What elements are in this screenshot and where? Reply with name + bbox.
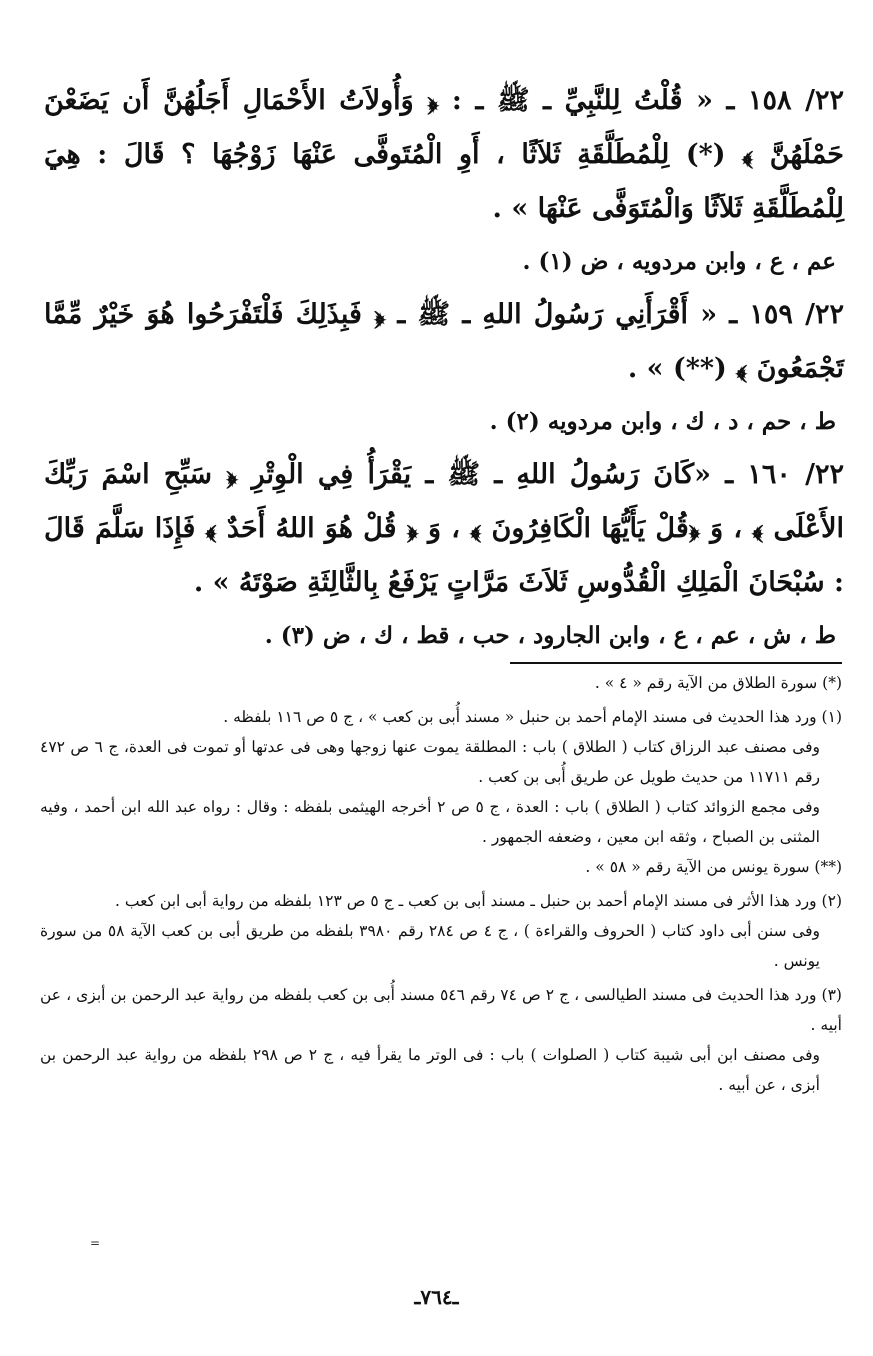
footnote-1-abdulrazzaq: وفى مصنف عبد الرزاق كتاب ( الطلاق ) باب : المطلقة يموت عنها زوجها وهى فى عدتها أو تموت فى العدة، ج ٦ ص ٤٧٢ رقم ١١٧١١ من حديث طويل عن طريق أُبى بن كعب .	[40, 738, 821, 786]
footnote-separator	[510, 662, 842, 664]
hadith-158: ٢٢/ ١٥٨ ـ « قُلْتُ لِلنَّبِيِّ ـ ﷺ ـ : ﴿ وَأُولاَتُ الأَحْمَالِ أَجَلُهُنَّ أَن يَضَعْنَ حَمْلَهُنَّ ﴾ (*) لِلْمُطَلَّقَةِ ثَلاَثًا ، أَوِ الْمُتَوفَّى عَنْهَا زَوْجُهَا ؟ قَالَ : هِيَ لِلْمُطَلَّقَةِ ثَلاَثًا وَالْمُتَوَفَّى عَنْهَا » .	[44, 85, 844, 224]
footnote-1: (١) ورد هذا الحديث فى مسند الإمام أحمد بن حنبل « مسند أُبى بن كعب » ، ج ٥ ص ١١٦ بلفظه .	[223, 708, 842, 726]
hadith-160: ٢٢/ ١٦٠ ـ «كَانَ رَسُولُ اللهِ ـ ﷺ ـ يَقْرَأُ فِي الْوِتْرِ ﴿ سَبِّحِ اسْمَ رَبِّكَ الأَعْلَى ﴾ ، وَ ﴿قُلْ يَأَيُّهَا الْكَافِرُونَ ﴾ ، وَ ﴿ قُلْ هُوَ اللهُ أَحَدٌ ﴾ فَإِذَا سَلَّمَ قَالَ : سُبْحَانَ الْمَلِكِ الْقُدُّوسِ ثَلاَثَ مَرَّاتٍ يَرْفَعُ بِالثَّالِثَةِ صَوْتَهُ » .	[44, 459, 845, 598]
hadith-158-sources: عم ، ع ، وابن مردويه ، ض (١) .	[522, 248, 836, 275]
footnote-double-star: (**) سورة يونس من الآية رقم « ٥٨ » .	[585, 858, 842, 876]
hadith-159: ٢٢/ ١٥٩ ـ « أَقْرَأَنِي رَسُولُ اللهِ ـ ﷺ ـ ﴿ فَبِذَلِكَ فَلْتَفْرَحُوا هُوَ خَيْرٌ مِّمَّا تَجْمَعُونَ ﴾ (**) » .	[44, 299, 844, 384]
page-number: ـ٧٦٤ـ	[414, 1285, 459, 1309]
main-text	[44, 74, 844, 662]
footnote-1-majma: وفى مجمع الزوائد كتاب ( الطلاق ) باب : العدة ، ج ٥ ص ٢ أخرجه الهيثمى بلفظه : وقال : رواه عبد الله ابن أحمد ، وفيه المثنى بن الصباح ، وثقه ابن معين ، وضعفه الجمهور .	[40, 798, 821, 846]
footnote-3-ibnabishaybah: وفى مصنف ابن أبى شيبة كتاب ( الصلوات ) باب : فى الوتر ما يقرأ فيه ، ج ٢ ص ٢٩٨ بلفظه من رواية عبد الرحمن بن أبزى ، عن أبيه .	[40, 1046, 820, 1094]
footnote-3: (٣) ورد هذا الحديث فى مسند الطيالسى ، ج ٢ ص ٧٤ رقم ٥٤٦ مسند أُبى بن كعب بلفظه من رواية عبد الرحمن بن أبزى ، عن أبيه .	[40, 986, 842, 1034]
margin-mark: =	[90, 1236, 101, 1250]
hadith-160-sources: ط ، ش ، عم ، ع ، وابن الجارود ، حب ، قط ، ك ، ض (٣) .	[264, 622, 836, 649]
footnote-2: (٢) ورد هذا الأثر فى مسند الإمام أحمد بن حنبل ـ مسند أبى بن كعب ـ ج ٥ ص ١٢٣ بلفظه من رواية أبى ابن كعب .	[115, 892, 842, 910]
footnote-2-abudawud: وفى سنن أبى داود كتاب ( الحروف والقراءة ) ، ج ٤ ص ٢٨٤ رقم ٣٩٨٠ بلفظه من طريق أبى بن كعب الآية ٥٨ من سورة يونس .	[40, 922, 820, 970]
footnote-star: (*) سورة الطلاق من الآية رقم « ٤ » .	[594, 674, 842, 692]
footnotes	[40, 668, 842, 1100]
hadith-159-sources: ط ، حم ، د ، ك ، وابن مردويه (٢) .	[489, 408, 836, 435]
